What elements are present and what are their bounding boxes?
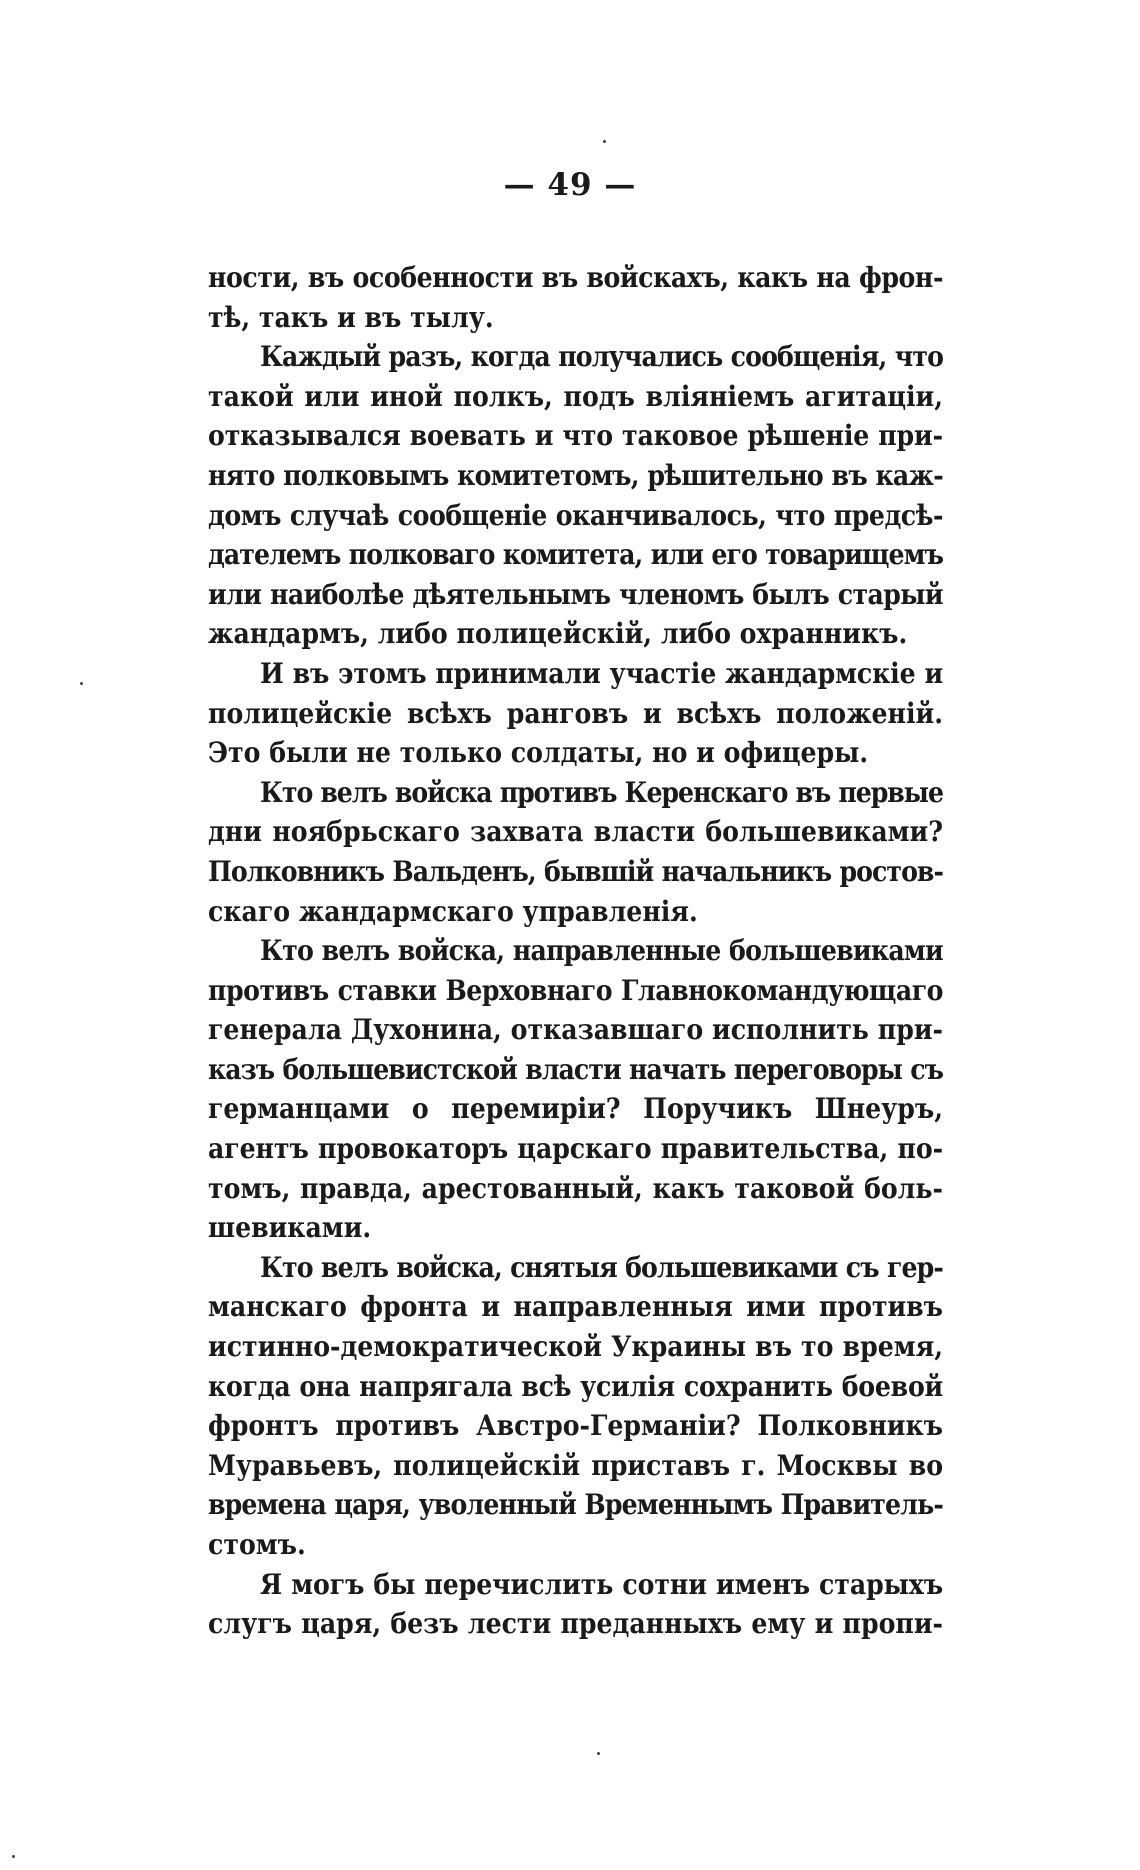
paragraph (208, 1248, 943, 1565)
text-line: казъ большевистской власти начать переговоры съ (208, 1052, 943, 1086)
paragraph (208, 1565, 943, 1644)
page-number: — 49 — (503, 167, 637, 203)
text-line: генерала Духонина, отказавшаго исполнить при- (208, 1013, 943, 1047)
text-line: агентъ провокаторъ царскаго правительства, по- (208, 1132, 943, 1166)
paragraph (208, 337, 943, 654)
text-line: Я могъ бы перечислить сотни именъ старыхъ (260, 1567, 943, 1601)
paragraph (208, 931, 943, 1248)
text-line: времена царя, уволенный Временнымъ Правитель- (208, 1488, 943, 1522)
text-line: томъ, правда, арестованный, какъ таковой боль- (208, 1171, 943, 1205)
text-line: слугъ царя, безъ лести преданныхъ ему и пропи- (208, 1607, 943, 1641)
text-line: Муравьевъ, полицейскій приставъ г. Москвы во (208, 1448, 943, 1482)
text-line: такой или иной полкъ, подъ вліяніемъ агитаціи, (208, 379, 943, 413)
text-line: отказывался воевать и что таковое рѣшеніе при- (208, 419, 943, 453)
print-speck (80, 682, 83, 685)
text-line: Кто велъ войска противъ Керенскаго въ первые (260, 775, 943, 809)
text-line: нято полковымъ комитетомъ, рѣшительно въ каж- (208, 458, 943, 492)
text-line: скаго жандармскаго управленія. (208, 894, 698, 928)
paragraph (208, 258, 943, 337)
text-line: Полковникъ Вальденъ, бывшій начальникъ ростов- (208, 854, 943, 888)
text-line: Кто велъ войска, направленные большевиками (260, 934, 943, 968)
text-line: истинно-демократической Украины въ то время, (208, 1330, 943, 1364)
text-line: тѣ, такъ и въ тылу. (208, 300, 494, 334)
text-line: И въ этомъ принимали участіе жандармскіе и (260, 656, 943, 690)
text-line: или наиболѣе дѣятельнымъ членомъ былъ старый (208, 577, 943, 611)
text-line: ности, въ особенности въ войскахъ, какъ на фрон- (208, 261, 943, 294)
text-line: манскаго фронта и направленныя ими противъ (208, 1290, 943, 1324)
body-text (208, 258, 943, 1644)
text-line: жандармъ, либо полицейскій, либо охранникъ. (208, 617, 908, 651)
text-line: германцами о перемиріи? Поручикъ Шнеуръ, (208, 1092, 943, 1126)
text-line: Каждый разъ, когда получались сообщенія, что (260, 340, 943, 374)
print-speck (603, 140, 606, 143)
text-line: дателемъ полковаго комитета, или его товарищемъ (208, 538, 943, 572)
text-line: домъ случаѣ сообщеніе оканчивалось, что предсѣ- (208, 498, 943, 532)
text-line: полицейскіе всѣхъ ранговъ и всѣхъ положеній. (208, 696, 943, 730)
text-line: стомъ. (208, 1528, 306, 1561)
paragraph (208, 773, 943, 931)
print-speck (12, 1855, 15, 1858)
text-line: дни ноябрьскаго захвата власти большевиками? (208, 815, 943, 849)
paragraph (208, 654, 943, 773)
text-line: Кто велъ войска, снятыя большевиками съ гер- (260, 1250, 943, 1284)
text-line: Это были не только солдаты, но и офицеры. (208, 736, 869, 770)
print-speck (597, 1752, 600, 1755)
text-line: когда она напрягала всѣ усилія сохранить боевой (208, 1369, 943, 1403)
text-line: фронтъ противъ Австро-Германіи? Полковникъ (208, 1409, 943, 1443)
text-line: противъ ставки Верховнаго Главнокомандующаго (208, 973, 943, 1007)
text-line: шевиками. (208, 1211, 372, 1245)
